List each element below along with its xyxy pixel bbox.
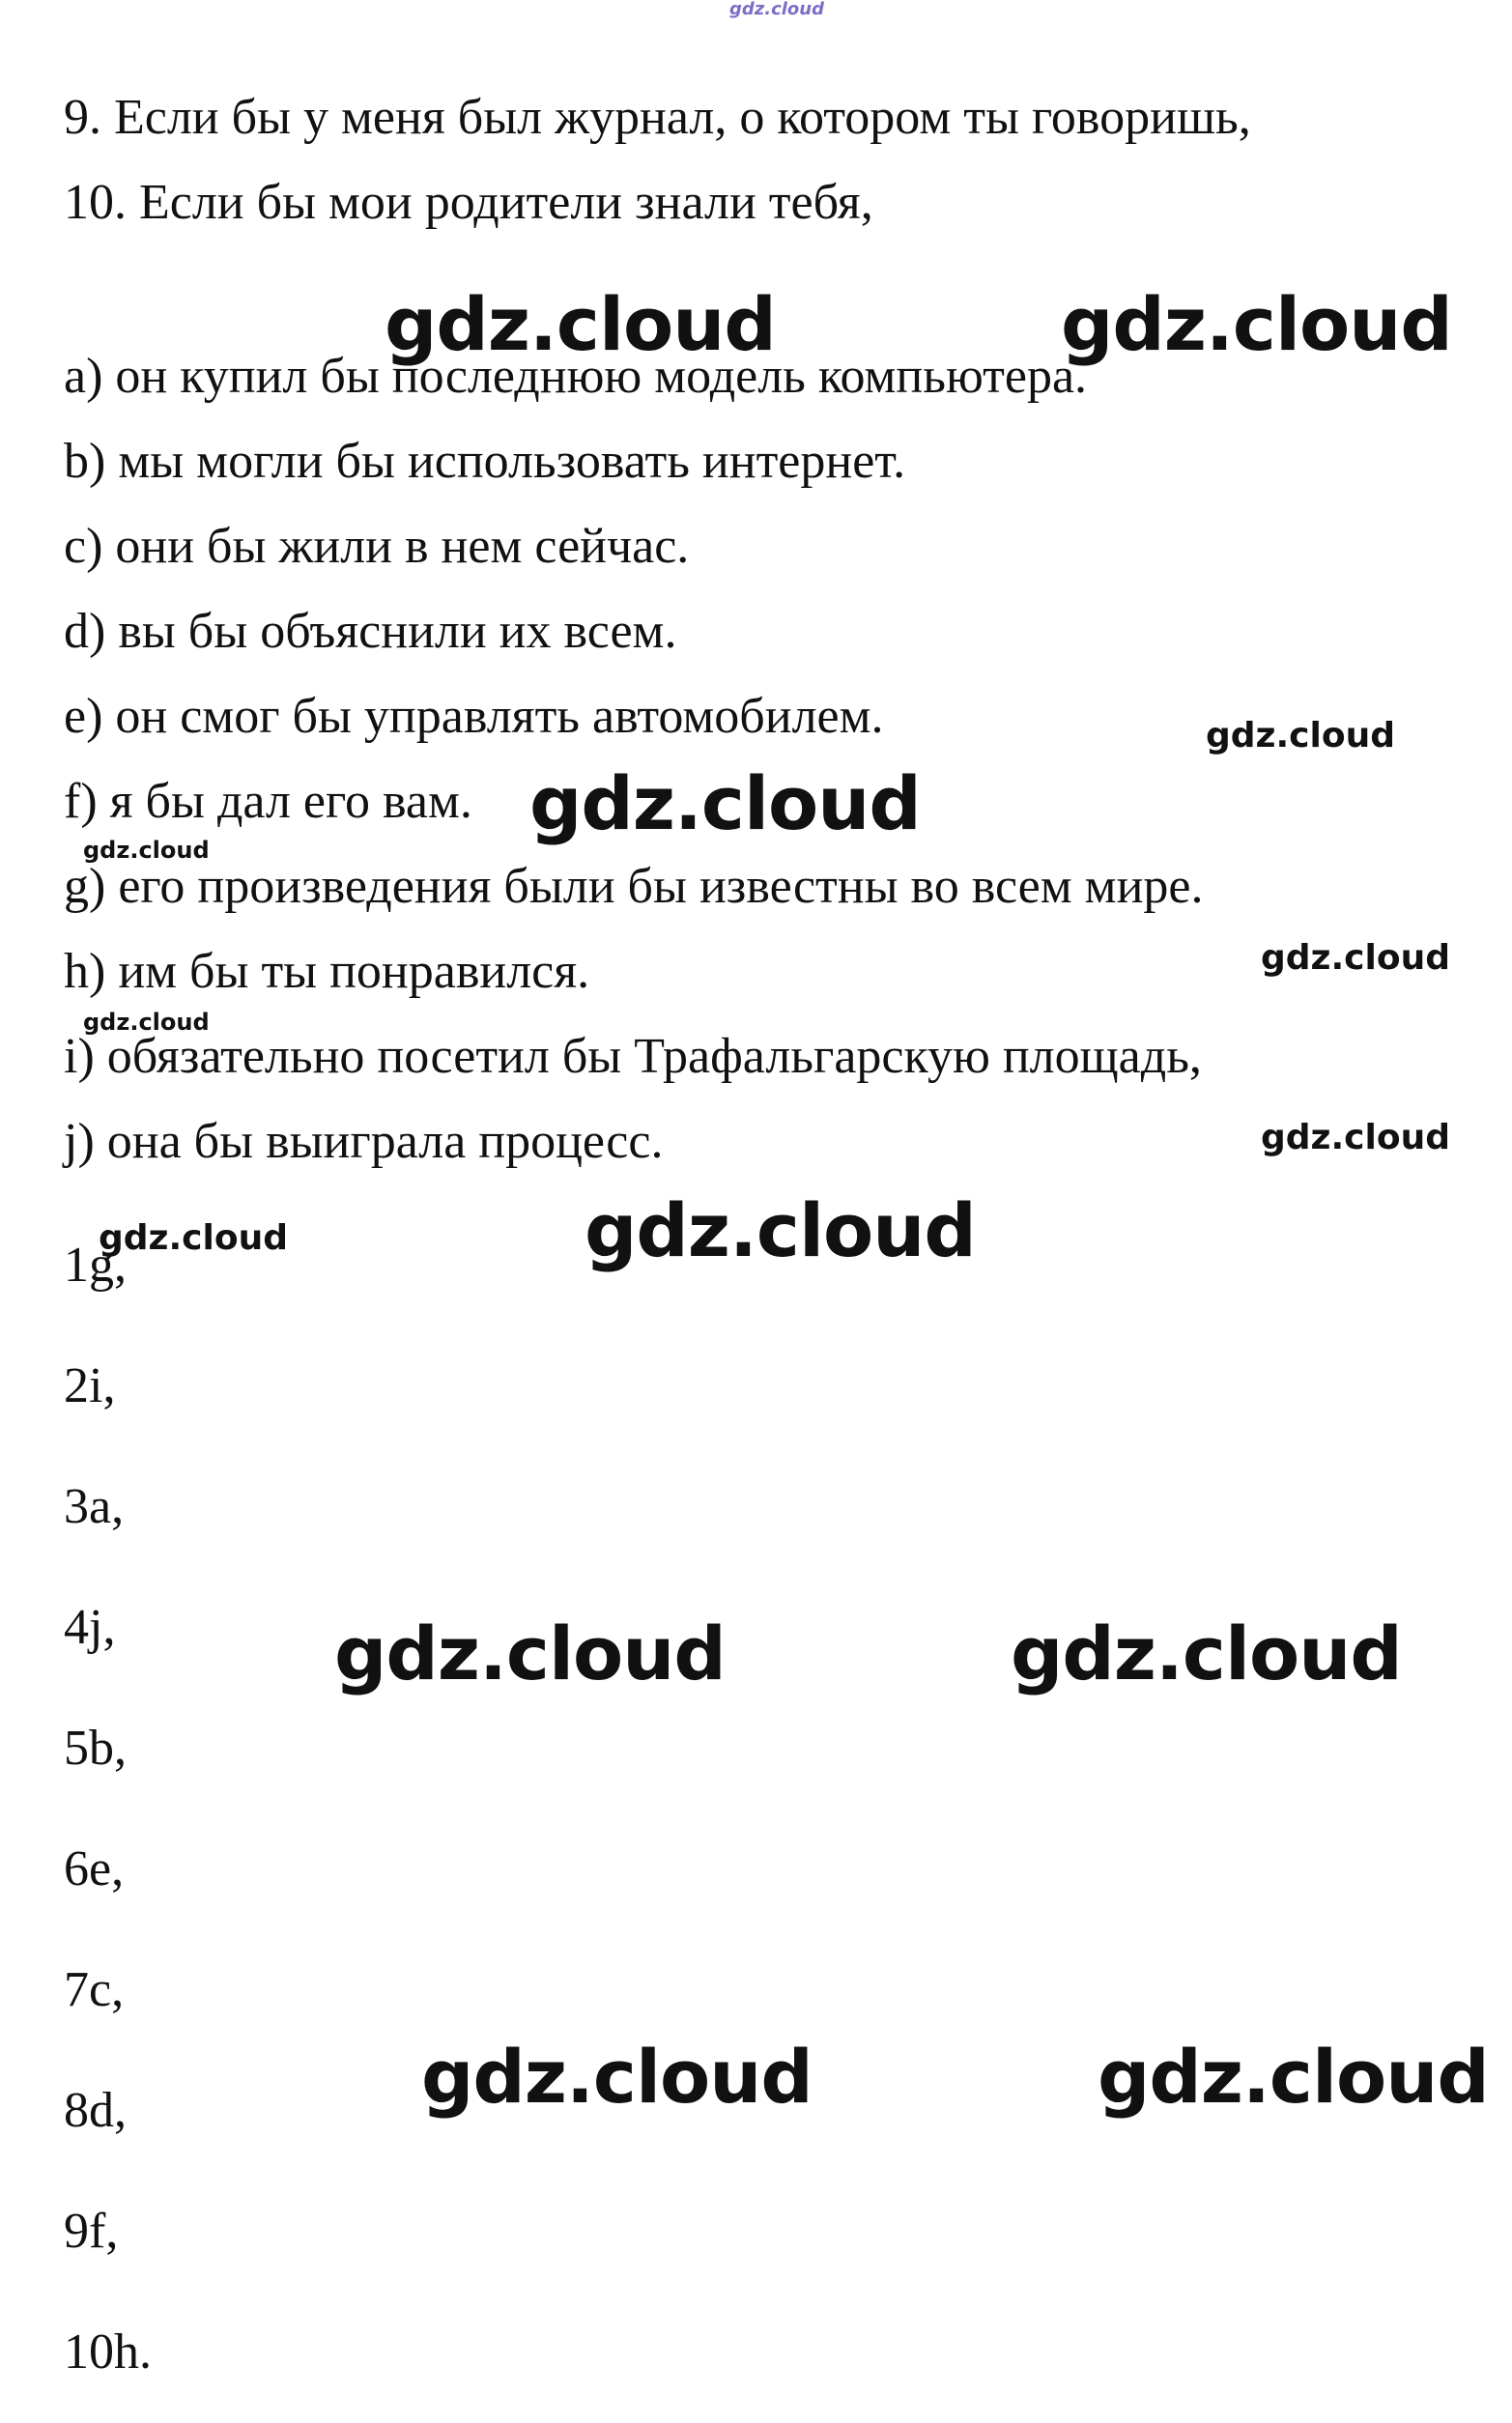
watermark: gdz.cloud: [1261, 938, 1450, 978]
answer-4: 4j,: [64, 1600, 116, 1655]
answer-7: 7c,: [64, 1962, 125, 2017]
watermark: gdz.cloud: [83, 1009, 210, 1036]
answer-5: 5b,: [64, 1721, 127, 1776]
watermark: gdz.cloud: [99, 1218, 288, 1258]
watermark: gdz.cloud: [1206, 716, 1395, 755]
option-d: d) вы бы объяснили их всем.: [64, 604, 677, 659]
watermark: gdz.cloud: [1098, 2034, 1489, 2120]
answer-8: 8d,: [64, 2083, 127, 2138]
sentence-9: 9. Если бы у меня был журнал, о котором ты говоришь,: [64, 90, 1251, 145]
watermark: gdz.cloud: [1061, 281, 1452, 367]
option-a: a) он купил бы последнюю модель компьютера.: [64, 349, 1088, 404]
answer-2: 2i,: [64, 1358, 116, 1413]
sentence-10: 10. Если бы мои родители знали тебя,: [64, 175, 873, 230]
top-watermark: gdz.cloud: [729, 0, 824, 19]
watermark: gdz.cloud: [385, 281, 776, 367]
answer-1: 1g,: [64, 1238, 127, 1293]
option-g: g) его произведения были бы известны во всем мире.: [64, 859, 1204, 914]
option-j: j) она бы выиграла процесс.: [64, 1114, 664, 1169]
answer-6: 6e,: [64, 1841, 125, 1896]
answer-9: 9f,: [64, 2204, 119, 2259]
watermark: gdz.cloud: [334, 1611, 726, 1696]
option-e: e) он смог бы управлять автомобилем.: [64, 689, 884, 744]
option-f: f) я бы дал его вам.: [64, 774, 472, 829]
option-h: h) им бы ты понравился.: [64, 944, 590, 999]
watermark: gdz.cloud: [585, 1187, 976, 1273]
watermark: gdz.cloud: [1011, 1611, 1402, 1696]
option-c: c) они бы жили в нем сейчас.: [64, 519, 690, 574]
answer-3: 3a,: [64, 1479, 125, 1534]
answer-10: 10h.: [64, 2324, 152, 2380]
option-i: i) обязательно посетил бы Трафальгарскую площадь,: [64, 1029, 1202, 1084]
watermark: gdz.cloud: [1261, 1118, 1450, 1157]
watermark: gdz.cloud: [83, 837, 210, 864]
watermark: gdz.cloud: [529, 760, 921, 846]
option-b: b) мы могли бы использовать интернет.: [64, 434, 906, 489]
watermark: gdz.cloud: [421, 2034, 813, 2120]
